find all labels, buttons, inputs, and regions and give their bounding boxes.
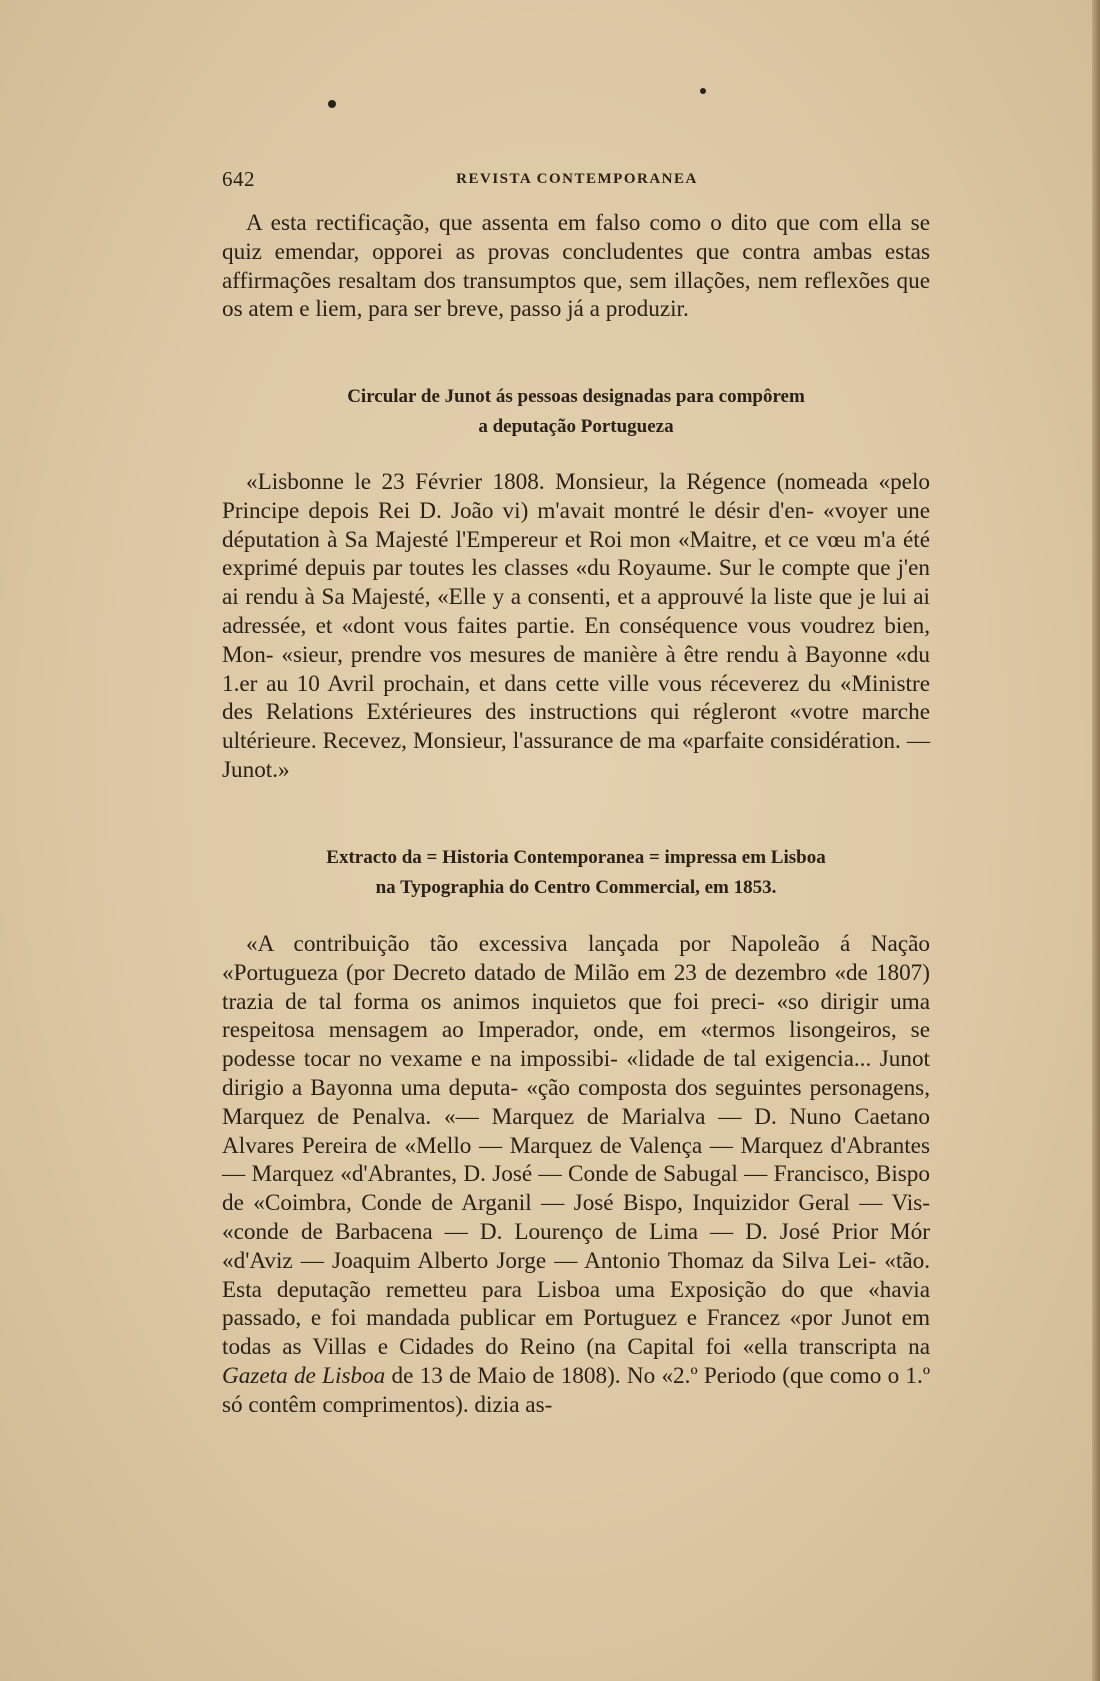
section2-body-part1: «A contribuição tão excessiva lançada por Napoleão á Nação «Portugueza (por Decreto datado de Milão em 23 de dezembro «de 1807) trazia de tal forma os animos inquietos que foi preci- «so dirigir uma respeitosa mensagem ao Imperador, onde, em «termos lisongeiros, se podesse tocar no vexame e na impossibi- «lidade de tal exigencia... Junot dirigio a Bayonna uma deputa- «ção composta dos seguintes personagens, Marquez de Penalva. «— Marquez de Marialva — D. Nuno Caetano Alvares Pereira de «Mello — Marquez de Valença — Marquez d'Abrantes — Marquez «d'Abrantes, D. José — Conde de Sabugal — Francisco, Bispo de «Coimbra, Conde de Arganil — José Bispo, Inquizidor Geral — Vis- «conde de Barbacena — D. Lourenço de Lima — D. José Prior Mór «d'Aviz — Joaquim Alberto Jorge — Antonio Thomaz da Silva Lei- «tão. Esta deputação remetteu para Lisboa uma Exposição do que «havia passado, e foi mandada publicar em Portuguez e Francez «por Junot em todas as Villas e Cidades do Reino (na Capital foi «ella transcripta na <box>222 931 930 1361</box>
section2-block <box>222 930 930 1420</box>
intro-paragraph: A esta rectificação, que assenta em falso como o dito que com ella se quiz emendar, opporei as provas concludentes que contra ambas estas affirmações resaltam dos transumptos que, sem illações, nem reflexões que os atem e liem, para ser breve, passo já a produzir. <box>222 210 930 323</box>
page-number: 642 <box>222 167 255 191</box>
ink-speck <box>700 88 706 94</box>
ink-speck <box>328 100 336 108</box>
section2-body <box>222 930 930 1420</box>
section1-title-line2: a deputação Portugueza <box>478 416 674 437</box>
section2-heading <box>222 843 930 903</box>
section2-body-part2: de 13 de Maio de 1808). No «2.º Periodo (que como o 1.º só contêm comprimentos). dizia as- <box>222 1362 931 1418</box>
section1-heading <box>222 382 930 442</box>
section1-title-line1: Circular de Junot ás pessoas designadas para compôrem <box>347 386 805 407</box>
page-header <box>222 167 932 193</box>
running-head: REVISTA CONTEMPORANEA <box>456 171 698 187</box>
section1-block <box>222 468 930 785</box>
section2-title-line2: na Typographia do Centro Commercial, em 1853. <box>375 877 777 898</box>
page-edge <box>1092 0 1100 1681</box>
section2-title-line1: Extracto da = Historia Contemporanea = impressa em Lisboa <box>326 847 826 868</box>
intro-block <box>222 209 930 324</box>
gazeta-title: Gazeta de Lisboa <box>222 1362 386 1389</box>
section1-body: «Lisbonne le 23 Février 1808. Monsieur, la Régence (nomeada «pelo Principe depois Rei D. João vi) m'avait montré le désir d'en- «voyer une députation à Sa Majesté l'Empereur et Roi mon «Maitre, et ce vœu m'a été exprimé depuis par toutes les classes «du Royaume. Sur le compte que j'en ai rendu à Sa Majesté, «Elle y a consenti, et a approuvé la liste que je lui ai adressée, et «dont vous faites partie. En conséquence vous voudrez bien, Mon- «sieur, prendre vos mesures de manière à être rendu à Bayonne «du 1.er au 10 Avril prochain, et dans cette ville vous réceverez du «Ministre des Relations Extérieures des instructions qui régleront «votre marche ultérieure. Recevez, Monsieur, l'assurance de ma «parfaite considération. — Junot.» <box>222 469 930 783</box>
